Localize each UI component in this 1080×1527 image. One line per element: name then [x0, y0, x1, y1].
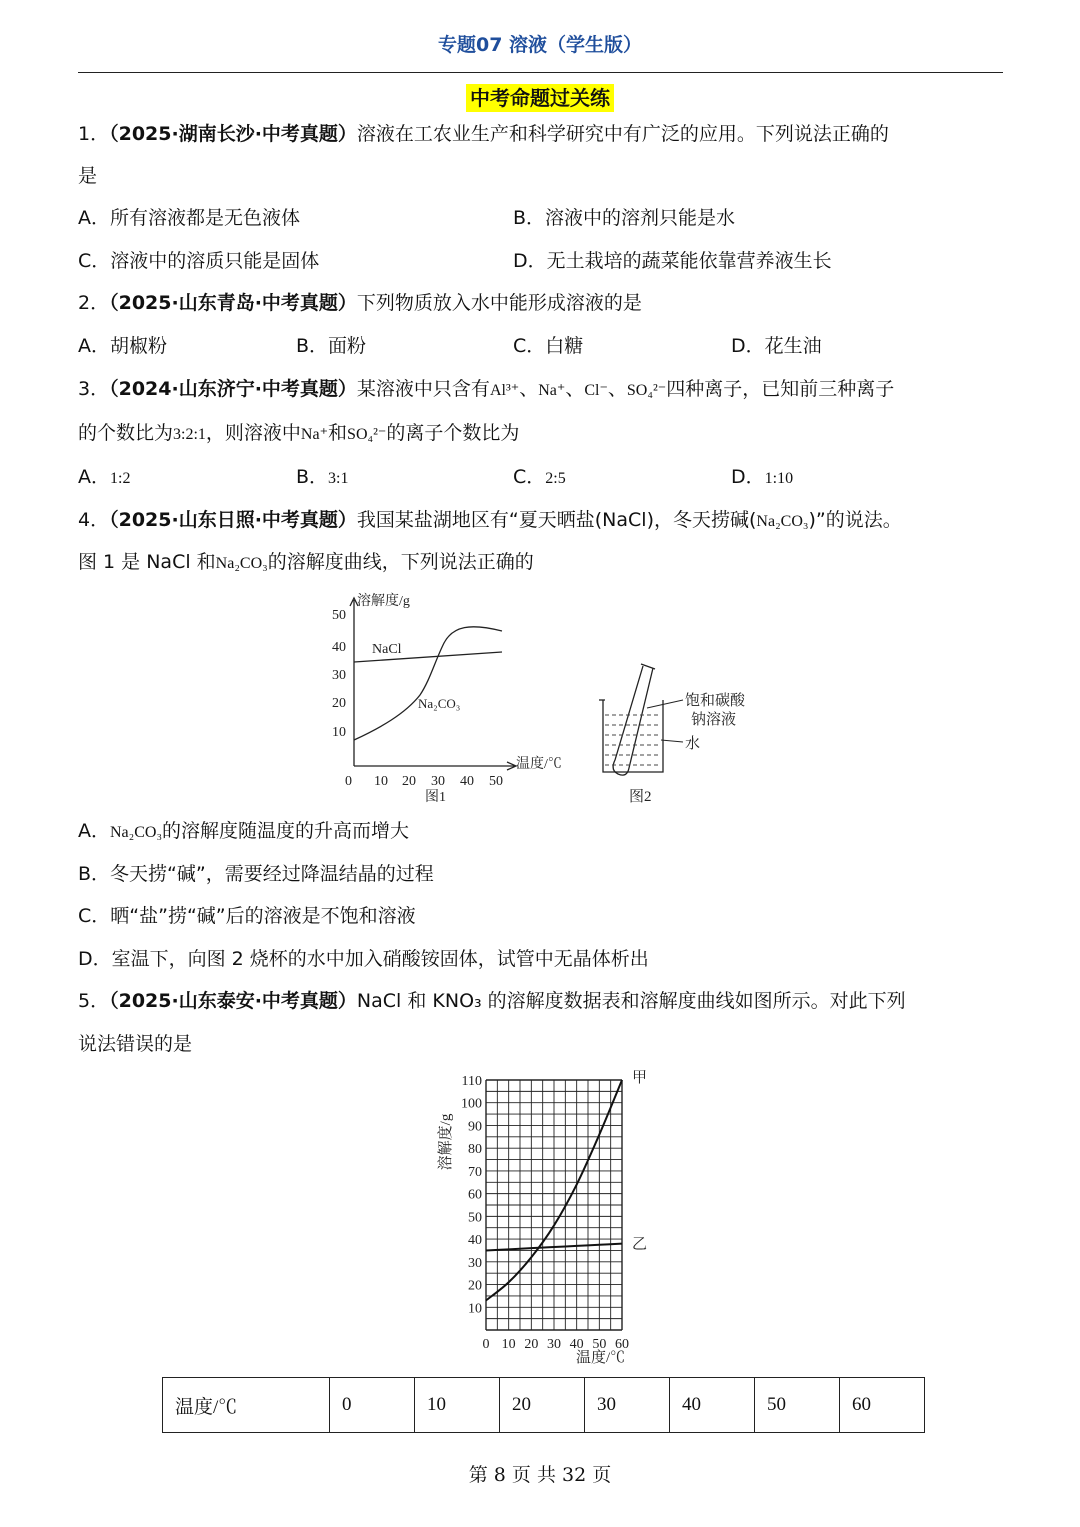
q2-stem-text: 下列物质放入水中能形成溶液的是 — [356, 292, 642, 314]
beaker — [603, 700, 663, 772]
option-value: 3:1 — [328, 470, 349, 487]
solubility-chart — [420, 1062, 660, 1372]
x-tick-label: 30 — [547, 1337, 561, 1352]
table-cell: 60 — [840, 1378, 925, 1433]
fig1-ytick: 10 — [332, 725, 346, 740]
formula-na2co3: Na₂CO₃ — [756, 513, 809, 530]
q5-stem-text: NaCl 和 KNO₃ 的溶解度数据表和溶解度曲线如图所示。对此下列 — [356, 990, 906, 1012]
table-cell: 20 — [500, 1378, 585, 1433]
q3-stem-cont — [78, 420, 519, 448]
q1-option-a: A．所有溶液都是无色液体 — [78, 207, 300, 229]
option-value: 1:10 — [764, 470, 794, 487]
table-row — [163, 1378, 925, 1433]
figure-1 — [320, 588, 590, 810]
x-tick-label: 10 — [501, 1337, 516, 1352]
sep: 、 — [519, 378, 539, 400]
q3-option-a — [78, 464, 130, 492]
ratio: 3:2:1 — [173, 426, 206, 443]
chart-grid — [486, 1080, 622, 1330]
y-tick-label: 70 — [468, 1164, 482, 1180]
fig1-xtick: 30 — [431, 774, 445, 789]
q4-option-d: D．室温下，向图 2 烧杯的水中加入硝酸铵固体，试管中无晶体析出 — [78, 948, 649, 970]
q2-option-b: B．面粉 — [296, 335, 367, 357]
ion-cl: Cl⁻ — [584, 382, 608, 399]
x-tick-label: 0 — [482, 1337, 490, 1352]
q2-source: （2025·山东青岛·中考真题） — [109, 292, 357, 314]
test-tube — [613, 666, 653, 775]
section-title-text: 中考命题过关练 — [466, 84, 614, 112]
series-label-1: 甲 — [632, 1070, 648, 1086]
q5-stem-cont: 说法错误的是 — [78, 1033, 193, 1055]
q4-number: 4． — [78, 509, 110, 531]
table-cell: 0 — [330, 1378, 415, 1433]
y-tick-label: 60 — [468, 1187, 482, 1203]
y-tick-label: 80 — [468, 1142, 482, 1158]
option-label: A． — [78, 820, 110, 842]
q2-option-c: C．白糖 — [513, 335, 584, 357]
q3-number: 3． — [78, 378, 110, 400]
q5-source: （2025·山东泰安·中考真题） — [109, 990, 357, 1012]
fig2-label-3: 水 — [685, 734, 701, 752]
q4-source: （2025·山东日照·中考真题） — [109, 509, 357, 531]
fig1-ytick: 30 — [332, 668, 346, 683]
fig1-caption: 图1 — [425, 790, 446, 805]
q3-option-b — [296, 464, 349, 492]
option-label: B． — [296, 466, 329, 488]
q4-option-a — [78, 818, 409, 846]
page-footer: 第 8 页 共 32 页 — [468, 1464, 612, 1486]
fig1-xtick: 40 — [460, 774, 474, 789]
q3-text: 和 — [328, 422, 348, 444]
q1-stem-text: 溶液在工农业生产和科学研究中有广泛的应用。下列说法正确的 — [356, 123, 889, 145]
q3-stem-text: 某溶液中只含有 — [356, 378, 490, 400]
q1-option-d: D．无土栽培的蔬菜能依靠营养液生长 — [513, 250, 832, 272]
q4-stem-cont — [78, 549, 534, 577]
table-cell: 50 — [755, 1378, 840, 1433]
formula-na2co3: Na₂CO₃ — [215, 555, 268, 572]
q2-option-d: D．花生油 — [731, 335, 822, 357]
fig2-caption: 图2 — [629, 789, 652, 805]
fig1-xtick: 50 — [489, 774, 503, 789]
q4-text: 的溶解度曲线，下列说法正确的 — [267, 551, 534, 573]
y-tick-label: 50 — [468, 1210, 482, 1226]
q4-option-c: C．晒“盐”捞“碱”后的溶液是不饱和溶液 — [78, 905, 416, 927]
y-tick-label: 90 — [468, 1119, 482, 1135]
x-tick-label: 50 — [592, 1337, 607, 1352]
sep: 、 — [607, 378, 627, 400]
fig1-ylabel: 溶解度/g — [357, 594, 410, 609]
q4-text: 我国某盐湖地区有“夏天晒盐(NaCl)，冬天捞碱( — [356, 509, 757, 531]
fig2-label-1: 饱和碳酸 — [685, 691, 746, 709]
fig1-xtick: 0 — [345, 774, 352, 789]
q5-stem — [78, 988, 906, 1014]
x-tick-label: 40 — [569, 1337, 584, 1352]
q1-number: 1． — [78, 123, 110, 145]
series-label-2: 乙 — [632, 1236, 648, 1253]
fig1-ytick: 50 — [332, 608, 346, 623]
ion-so4: SO₄²⁻ — [626, 382, 667, 399]
y-tick-label: 30 — [468, 1255, 482, 1271]
option-value: 1:2 — [110, 470, 131, 487]
fig1-ytick: 40 — [332, 640, 346, 655]
solubility-table — [162, 1377, 925, 1433]
q5-number: 5． — [78, 990, 110, 1012]
q2-option-a: A．胡椒粉 — [78, 335, 167, 357]
ion-na: Na⁺ — [300, 426, 329, 443]
q3-text: 的离子个数比为 — [386, 422, 520, 444]
fig1-xlabel: 温度/℃ — [516, 757, 562, 772]
q3-stem-text2: 四种离子，已知前三种离子 — [666, 378, 895, 400]
q1-option-c: C．溶液中的溶质只能是固体 — [78, 250, 320, 272]
q4-option-b: B．冬天捞“碱”，需要经过降温结晶的过程 — [78, 863, 434, 885]
fig1-ytick: 20 — [332, 696, 346, 711]
q4-stem — [78, 507, 902, 535]
chart-ylabel: 溶解度/g — [438, 1113, 454, 1171]
x-tick-label: 60 — [615, 1337, 629, 1352]
fig1-na2co3-label: Na₂CO₃ — [418, 696, 461, 711]
q1-stem-cont: 是 — [78, 165, 98, 187]
q3-text: 的个数比为 — [78, 422, 174, 444]
q2-number: 2． — [78, 292, 110, 314]
formula-na2co3: Na₂CO₃ — [110, 824, 163, 841]
y-tick-label: 100 — [461, 1096, 482, 1112]
chart-xlabel: 温度/℃ — [576, 1350, 626, 1366]
fig1-xtick: 20 — [402, 774, 416, 789]
header-rule — [78, 72, 1003, 73]
q3-stem — [78, 376, 894, 404]
option-label: C． — [513, 466, 546, 488]
y-tick-label: 40 — [468, 1233, 482, 1249]
y-tick-label: 20 — [468, 1278, 482, 1294]
q2-stem — [78, 290, 642, 316]
document-header: 专题07 溶液（学生版） — [437, 34, 643, 56]
y-tick-label: 110 — [461, 1074, 482, 1089]
q1-source: （2025·湖南长沙·中考真题） — [109, 123, 357, 145]
option-text: 的溶解度随温度的升高而增大 — [162, 820, 410, 842]
q3-option-d — [731, 464, 793, 492]
table-header-cell: 温度/℃ — [163, 1378, 330, 1433]
x-tick-label: 20 — [524, 1337, 539, 1352]
ion-al: Al³⁺ — [489, 382, 520, 399]
leader-line — [647, 700, 683, 708]
figure-2 — [595, 660, 765, 810]
option-label: A． — [78, 466, 110, 488]
q3-option-c — [513, 464, 566, 492]
sep: 、 — [565, 378, 585, 400]
table-cell: 10 — [415, 1378, 500, 1433]
fig1-xtick: 10 — [374, 774, 388, 789]
q3-text: ，则溶液中 — [205, 422, 301, 444]
option-label: D． — [731, 466, 765, 488]
table-cell: 30 — [585, 1378, 670, 1433]
q1-stem — [78, 121, 889, 147]
q4-text: )”的说法。 — [808, 509, 902, 531]
fig1-nacl-label: NaCl — [372, 642, 402, 657]
q3-source: （2024·山东济宁·中考真题） — [109, 378, 357, 400]
section-title — [0, 82, 1080, 111]
ion-na: Na⁺ — [538, 382, 566, 399]
leader-line — [661, 740, 683, 742]
option-value: 2:5 — [545, 470, 566, 487]
ion-so4: SO₄²⁻ — [347, 426, 387, 443]
q4-text: 图 1 是 NaCl 和 — [78, 551, 216, 573]
fig2-label-2: 钠溶液 — [691, 710, 737, 728]
q1-option-b: B．溶液中的溶剂只能是水 — [513, 207, 736, 229]
y-tick-label: 10 — [468, 1301, 482, 1317]
table-cell: 40 — [670, 1378, 755, 1433]
